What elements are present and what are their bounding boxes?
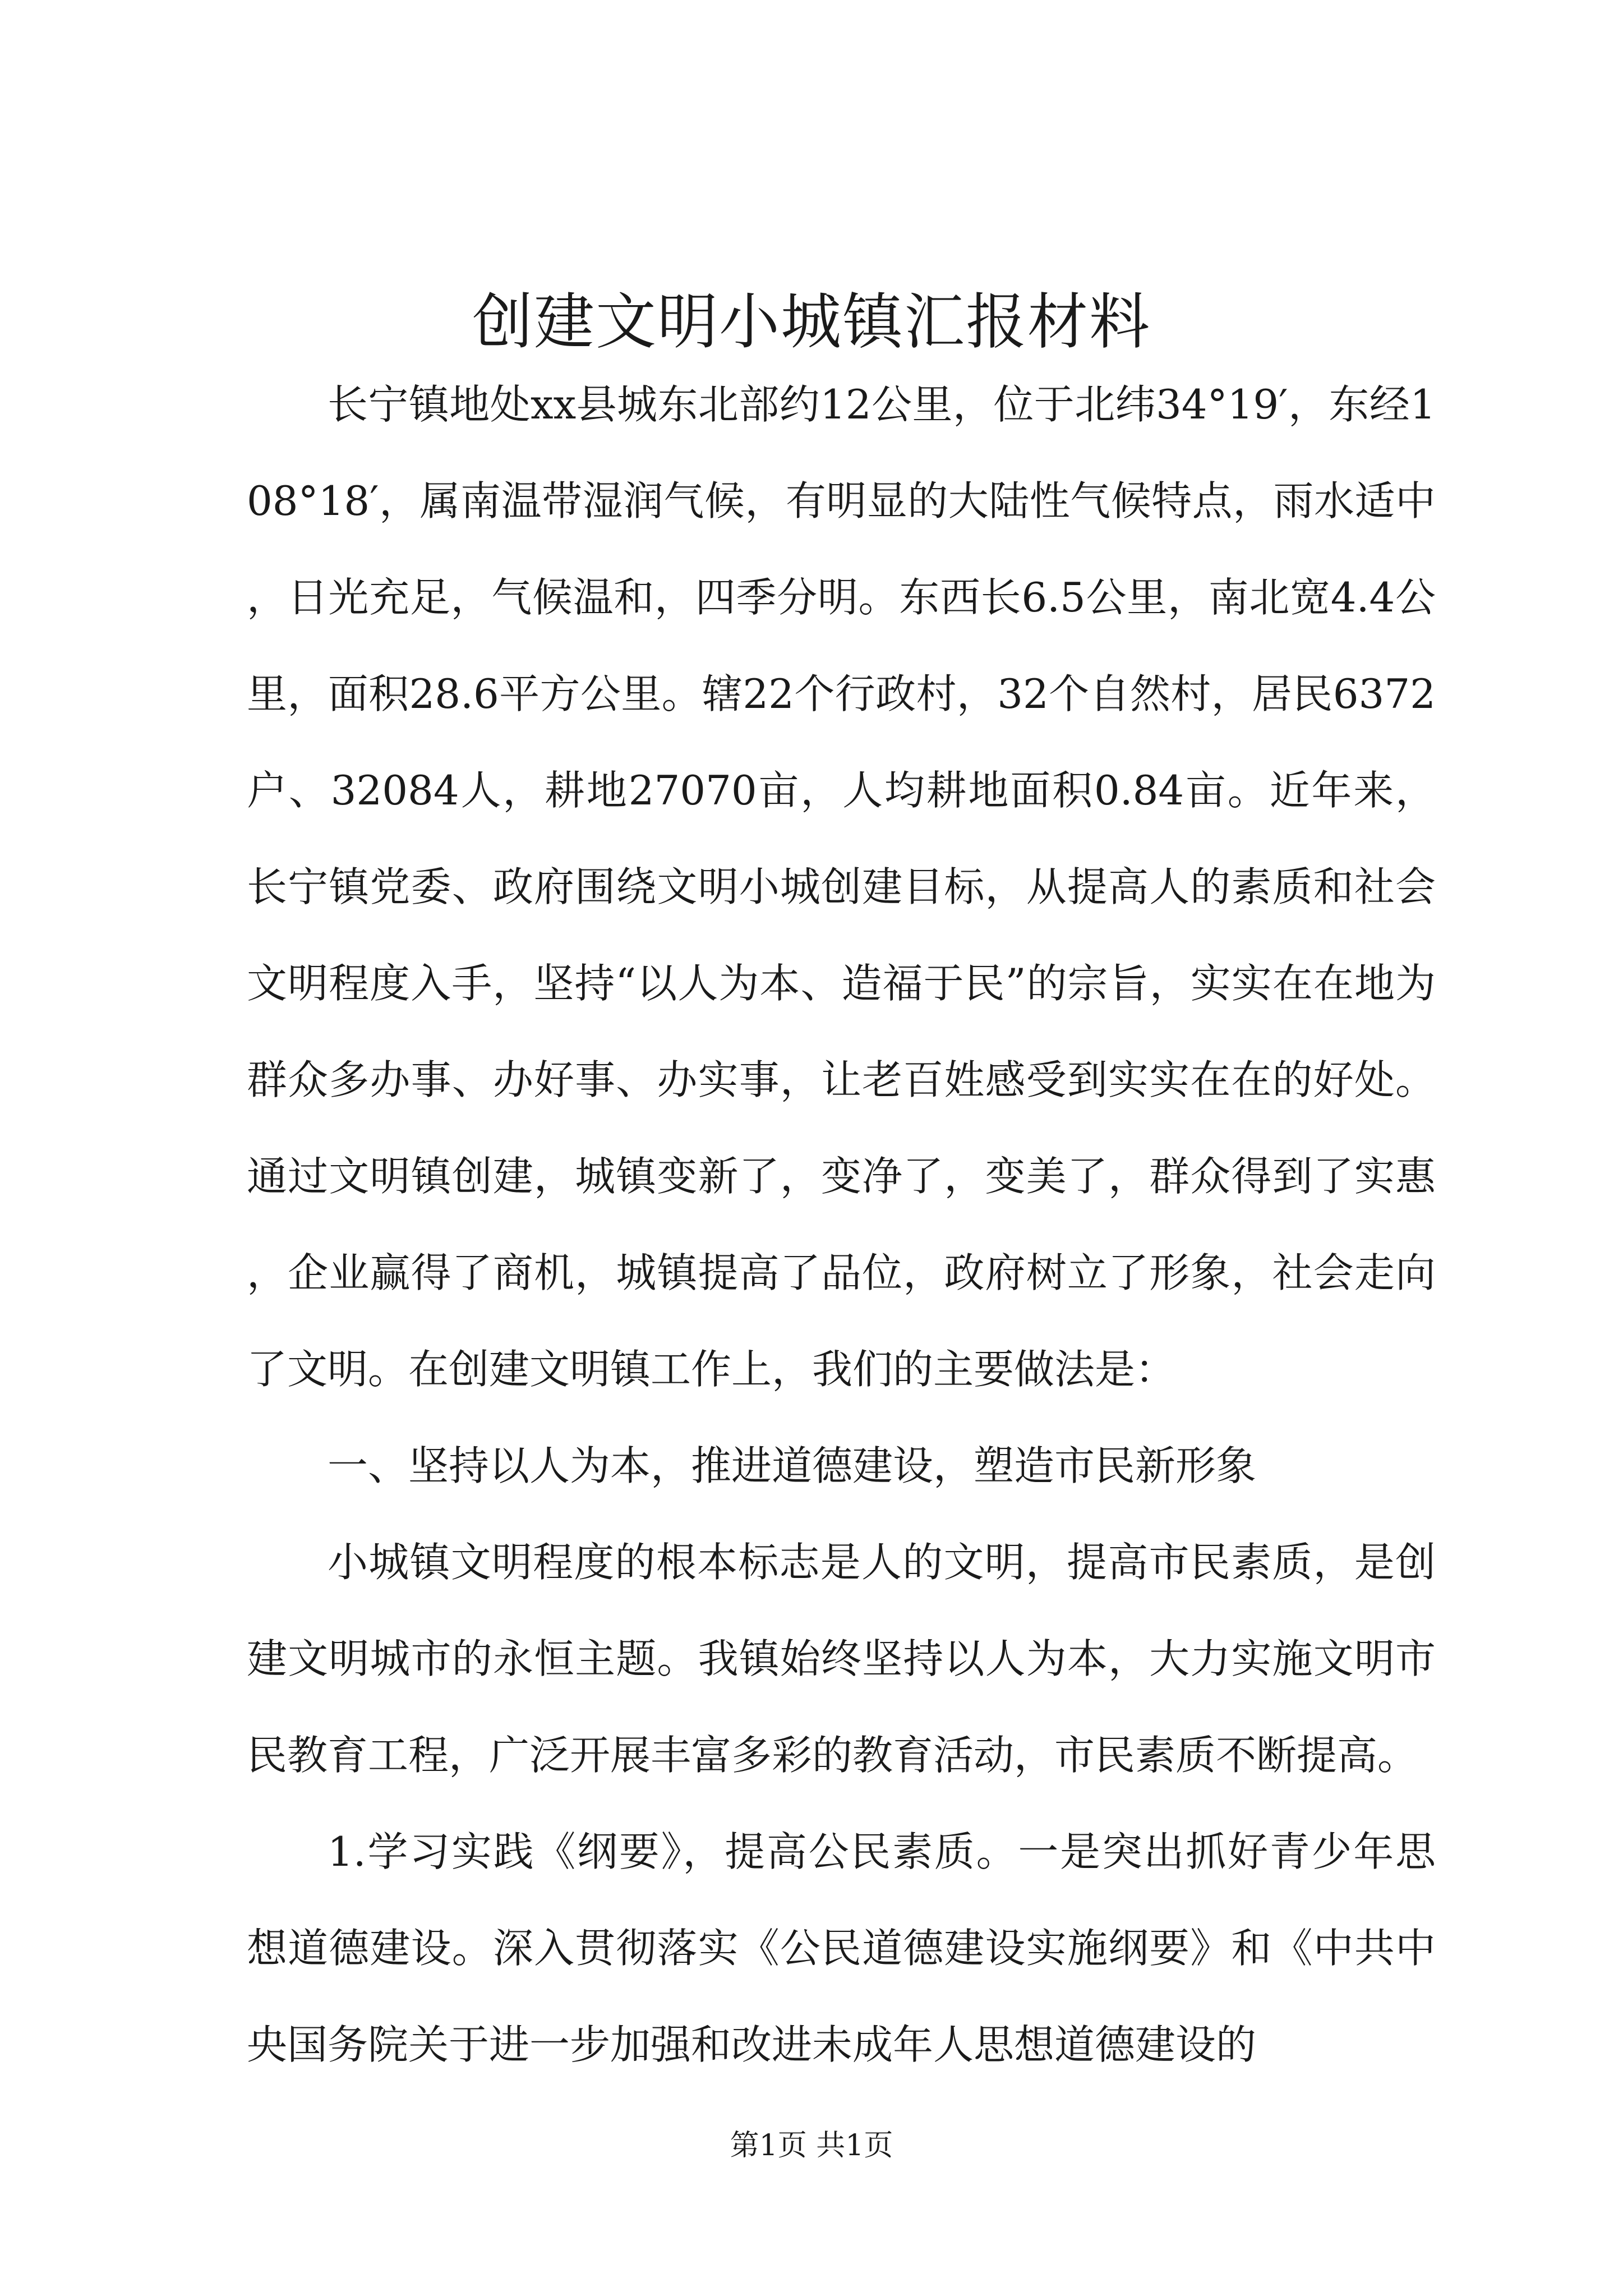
- page-indicator: 第1页 共1页: [730, 2129, 893, 2162]
- document-title: 创建文明小城镇汇报材料: [472, 287, 1151, 357]
- section-heading-1: 一、坚持以人为本，推进道德建设，塑造市民新形象: [328, 1442, 1257, 1489]
- paragraph-item-1: 1.学习实践《纲要》，提高公民素质。一是突出抓好青少年思想道德建设。深入贯彻落实《公民道德建设实施纲要》和《中共中央国务院关于进一步加强和改进未成年人思想道德建设的: [247, 1828, 1436, 2068]
- paragraph-section-1: 小城镇文明程度的根本标志是人的文明，提高市民素质，是创建文明城市的永恒主题。我镇始终坚持以人为本，大力实施文明市民教育工程，广泛开展丰富多彩的教育活动，市民素质不断提高。: [247, 1539, 1436, 1779]
- paragraph-intro: 长宁镇地处xx县城东北部约12公里，位于北纬34°19′，东经108°18′，属南温带湿润气候，有明显的大陆性气候特点，雨水适中，日光充足，气候温和，四季分明。东西长6.5公里，南北宽4.4公里，面积28.6平方公里。辖22个行政村，32个自然村，居民6372户、32084人，耕地27070亩，人均耕地面积0.84亩。近年来，长宁镇党委、政府围绕文明小城创建目标，从提高人的素质和社会文明程度入手，坚持“以人为本、造福于民”的宗旨，实实在在地为群众多办事、办好事、办实事，让老百姓感受到实实在在的好处。通过文明镇创建，城镇变新了，变净了，变美了，群众得到了实惠，企业赢得了商机，城镇提高了品位，政府树立了形象，社会走向了文明。在创建文明镇工作上，我们的主要做法是：: [247, 381, 1436, 1393]
- document-body: [247, 356, 1436, 2093]
